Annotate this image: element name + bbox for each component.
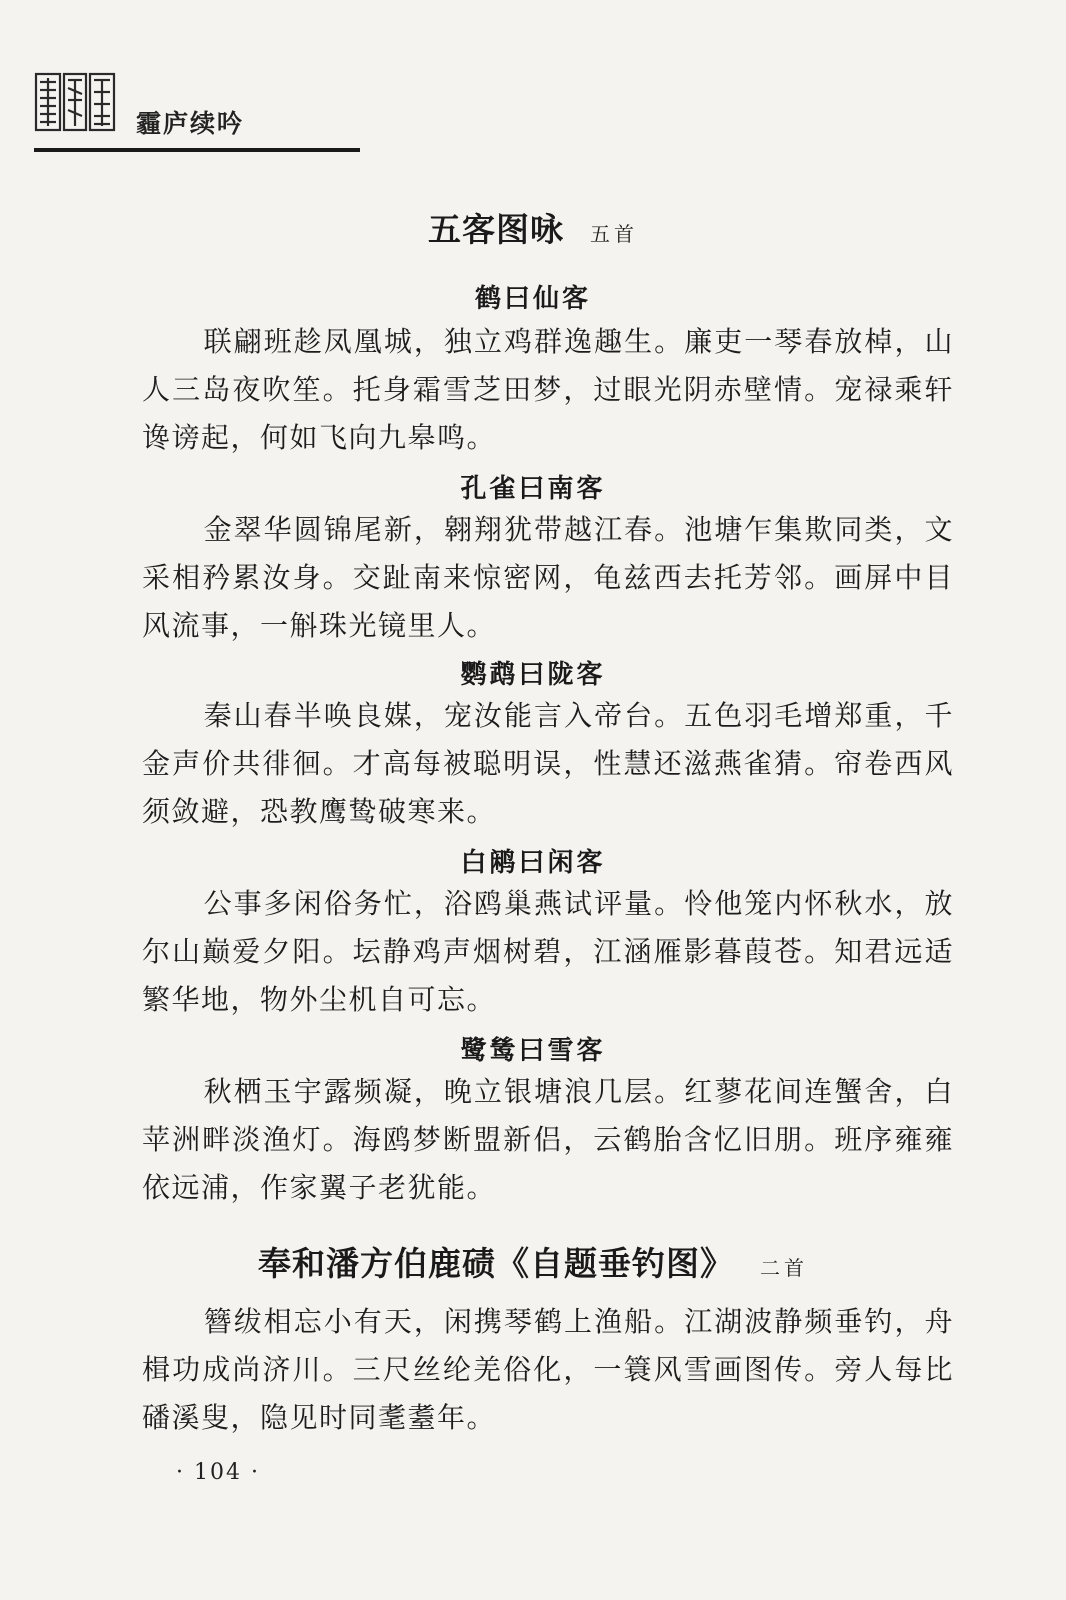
poem-subtitle: 鹭鸶曰雪客 bbox=[460, 1036, 606, 1066]
header-rule bbox=[34, 148, 360, 152]
section-title-text: 奉和潘方伯鹿碛《自题垂钓图》 bbox=[258, 1244, 734, 1283]
poem-text: 簪绂相忘小有天，闲携琴鹤上渔船。江湖波静频垂钓，舟楫功成尚济川。三尺丝纶羌俗化，一簑风雪画图传。旁人每比磻溪叟，隐见时同耄耋年。 bbox=[142, 1305, 954, 1434]
poem-count: 二首 bbox=[760, 1256, 808, 1280]
poem-subtitle: 鹦鹉曰陇客 bbox=[460, 660, 606, 690]
poem-text: 秋栖玉宇露频凝，晚立银塘浪几层。红蓼花间连蟹舍，白苹洲畔淡渔灯。海鸥梦断盟新侣，云鹤胎含忆旧朋。班序雍雍依远浦，作家翼子老犹能。 bbox=[142, 1075, 954, 1204]
poem-text: 金翠华圆锦尾新，翱翔犹带越江春。池塘乍集欺同类，文采相矜累汝身。交趾南来惊密网，龟兹西去托芳邻。画屏中目风流事，一斛珠光镜里人。 bbox=[142, 513, 954, 642]
poem-text: 秦山春半唤良媒，宠汝能言入帝台。五色羽毛增郑重，千金声价共徘徊。才高每被聪明误，性慧还滋燕雀猜。帘卷西风须敛避，恐教鹰鸷破寒来。 bbox=[142, 699, 954, 828]
section-title-text: 五客图咏 bbox=[428, 210, 564, 249]
section-title bbox=[0, 204, 1066, 251]
poem-text: 联翩班趁凤凰城，独立鸡群逸趣生。廉吏一琴春放棹，山人三岛夜吹笙。托身霜雪芝田梦，过眼光阴赤壁情。宠禄乘轩谗谤起，何如飞向九皋鸣。 bbox=[142, 325, 954, 454]
poem-subtitle: 鹤曰仙客 bbox=[474, 284, 591, 314]
poem-text: 公事多闲俗务忙，浴鸥巢燕试评量。怜他笼内怀秋水，放尔山巅爱夕阳。坛静鸡声烟树碧，江涵雁影暮葭苍。知君远适繁华地，物外尘机自可忘。 bbox=[142, 887, 954, 1016]
page-number: · 104 · bbox=[176, 1460, 260, 1485]
poem-subtitle: 孔雀曰南客 bbox=[460, 474, 606, 504]
seal-stamp-icon bbox=[34, 70, 116, 134]
running-title: 霾庐续吟 bbox=[136, 109, 245, 138]
section-title bbox=[0, 1238, 1066, 1285]
poem-count: 五首 bbox=[590, 222, 638, 246]
poem-subtitle: 白鹇曰闲客 bbox=[460, 848, 606, 878]
